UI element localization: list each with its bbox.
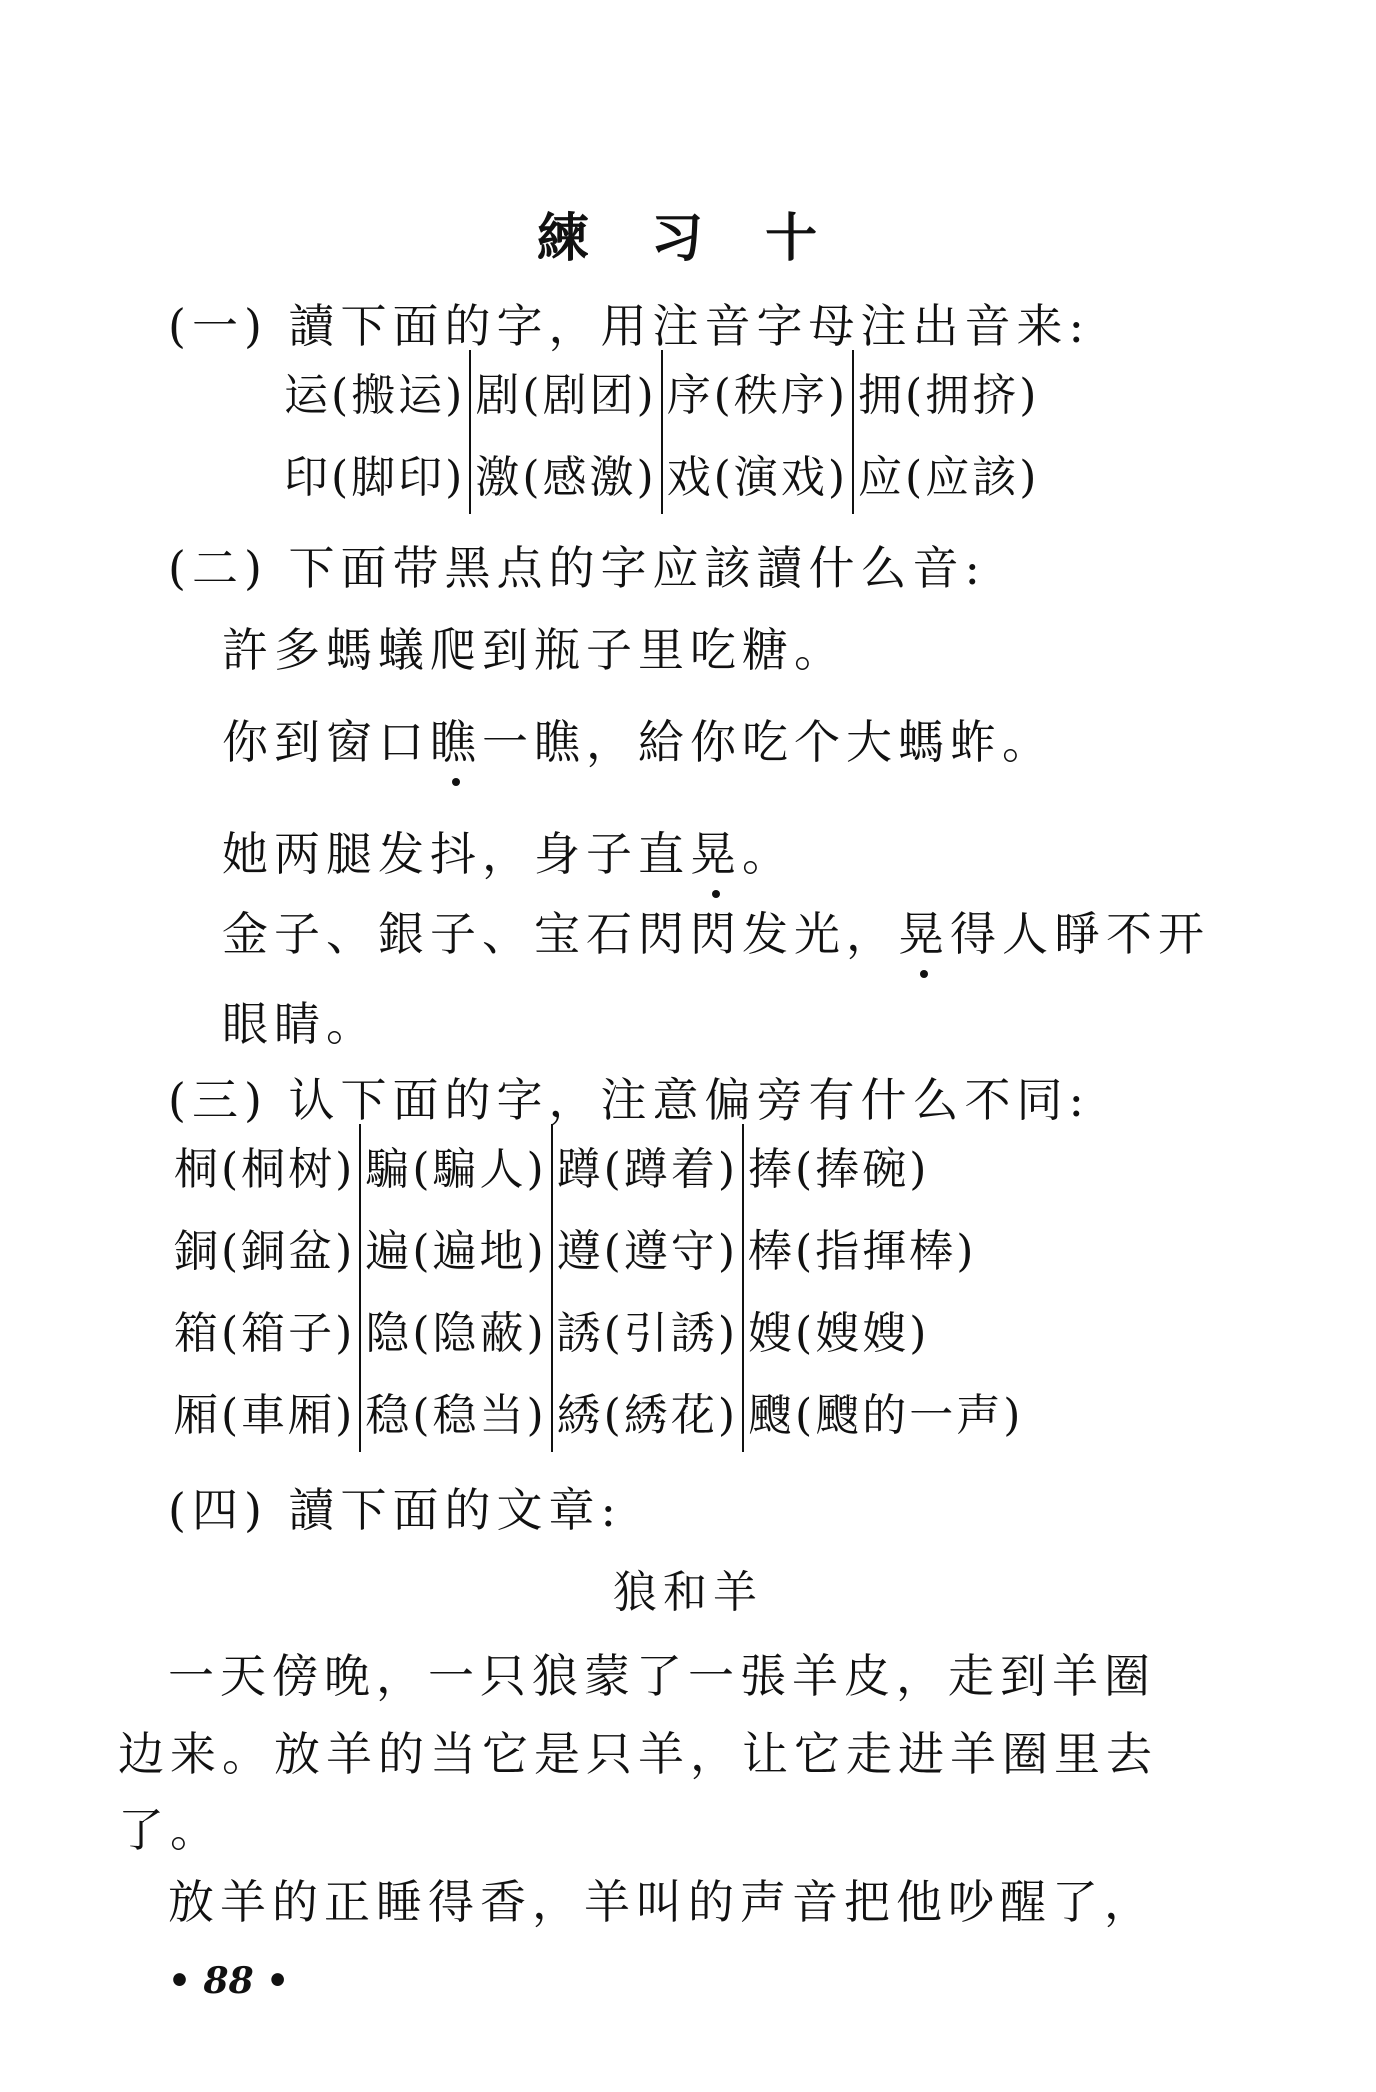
sentence-1 — [222, 614, 846, 680]
page-number: • 88 • — [168, 1960, 290, 2002]
grid-cell: 剧(剧团) — [471, 350, 662, 432]
section-1-heading: (一) 讀下面的字，用注音字母注出音来: — [168, 299, 1091, 353]
grid-cell: 厢(車厢) — [170, 1370, 361, 1452]
grid-cell: 戏(演戏) — [663, 432, 854, 514]
dotted-character: 瞧 — [430, 706, 482, 772]
grid-cell: 蹲(蹲着) — [553, 1124, 744, 1206]
grid-cell: 騙(騙人) — [361, 1124, 552, 1206]
grid-cell: 誘(引誘) — [553, 1288, 744, 1370]
grid-cell: 桐(桐树) — [170, 1124, 361, 1206]
dotted-character: 晃 — [898, 898, 950, 964]
grid-cell: 激(感激) — [471, 432, 662, 514]
grid-cell: 嫂(嫂嫂) — [748, 1308, 930, 1359]
grid-cell: 序(秩序) — [663, 350, 854, 432]
story-line: 一天傍晚，一只狼蒙了一張羊皮，走到羊圈 — [168, 1649, 1156, 1703]
sentence-text: 許多螞蟻爬到瓶子里吃糖。 — [222, 623, 846, 677]
grid-cell: 箱(箱子) — [170, 1288, 361, 1370]
grid-cell: 颼(颼的一声) — [748, 1390, 1024, 1441]
section-1-grid — [280, 350, 1043, 514]
story-line: 了。 — [118, 1803, 222, 1857]
grid-cell: 銅(銅盆) — [170, 1206, 361, 1288]
section-3-heading: (三) 认下面的字，注意偏旁有什么不同: — [168, 1073, 1091, 1127]
grid-cell: 遍(遍地) — [361, 1206, 552, 1288]
grid-cell: 捧(捧碗) — [748, 1144, 930, 1195]
dotted-character: 晃 — [690, 818, 742, 884]
section-3-grid — [170, 1124, 1027, 1452]
sentence-text: 得人睜不开 — [950, 907, 1210, 961]
grid-cell: 拥(拥挤) — [858, 370, 1040, 421]
sentence-2 — [222, 706, 1054, 772]
grid-cell: 稳(稳当) — [361, 1370, 552, 1452]
sentence-3 — [222, 818, 794, 884]
grid-cell: 隐(隐蔽) — [361, 1288, 552, 1370]
grid-cell: 遵(遵守) — [553, 1206, 744, 1288]
sentence-text: 金子、銀子、宝石閃閃发光， — [222, 907, 898, 961]
section-4-heading: (四) 讀下面的文章: — [168, 1483, 623, 1537]
story-line: 放羊的正睡得香，羊叫的声音把他吵醒了， — [168, 1875, 1156, 1929]
grid-cell: 运(搬运) — [280, 350, 471, 432]
grid-cell: 印(脚印) — [280, 432, 471, 514]
sentence-text: 一瞧，給你吃个大螞蚱。 — [482, 715, 1054, 769]
page-title: 練 习 十 — [536, 208, 840, 269]
story-title: 狼和羊 — [613, 1567, 763, 1618]
sentence-text: 你到窗口 — [222, 715, 430, 769]
story-line: 边来。放羊的当它是只羊，让它走进羊圈里去 — [118, 1727, 1158, 1781]
grid-cell: 应(应該) — [858, 452, 1040, 503]
sentence-text: 她两腿发抖，身子直 — [222, 827, 690, 881]
sentence-5: 眼睛。 — [222, 997, 378, 1051]
sentence-4 — [222, 898, 1210, 964]
sentence-text: 。 — [742, 827, 794, 881]
grid-cell: 棒(指揮棒) — [748, 1226, 977, 1277]
section-2-heading: (二) 下面带黑点的字应該讀什么音: — [168, 541, 987, 595]
grid-cell: 綉(綉花) — [553, 1370, 744, 1452]
